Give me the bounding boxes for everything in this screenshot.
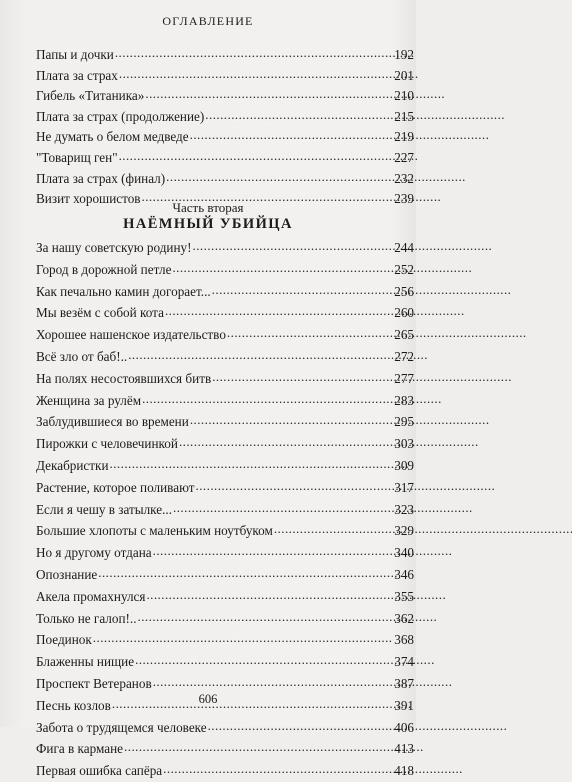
toc-entry-page: 391 <box>394 697 414 713</box>
toc-entry-title: Растение, которое поливают <box>36 479 195 495</box>
toc-row <box>36 651 414 673</box>
dot-leader <box>208 718 394 731</box>
toc-entry-title: Женщина за рулём <box>36 392 142 408</box>
toc-entry-title: Гибель «Титаника» <box>36 88 145 104</box>
toc-entry-page: 192 <box>394 47 414 62</box>
running-head: ОГЛАВЛЕНИЕ <box>162 14 254 28</box>
toc-entry-title: Пирожки с человечинкой <box>36 436 178 452</box>
toc-entry-page: 406 <box>394 719 414 735</box>
toc-row <box>36 324 414 346</box>
toc-row <box>36 411 414 433</box>
toc-row <box>36 107 414 128</box>
toc-entry-page: 309 <box>394 457 414 473</box>
toc-row <box>36 86 414 107</box>
toc-entry-title: Не думать о белом медведе <box>36 129 189 145</box>
toc-entry-page: 244 <box>394 240 414 255</box>
dot-leader <box>165 304 393 317</box>
dot-leader <box>135 653 393 666</box>
toc-entry-title: Плата за страх (продолжение) <box>36 108 205 124</box>
dot-leader <box>153 544 394 557</box>
toc-entry-page: 329 <box>394 523 414 539</box>
toc-entry-title: Как печально камин догорает... <box>36 283 211 299</box>
toc-entry-page: 317 <box>394 479 414 495</box>
dot-leader <box>196 479 394 492</box>
toc-row <box>36 608 414 630</box>
toc-entry-page: 252 <box>394 261 414 277</box>
toc-row <box>36 368 414 390</box>
toc-row <box>36 127 414 148</box>
toc-entry-page: 303 <box>394 436 414 452</box>
toc-row <box>36 346 414 368</box>
dot-leader <box>179 435 393 448</box>
toc-entry-page: 201 <box>394 67 414 83</box>
toc-entry-page: 418 <box>394 763 414 779</box>
dot-leader <box>142 391 393 404</box>
toc-entry-page: 256 <box>394 283 414 299</box>
toc-entry-title: За нашу советскую родину! <box>36 240 192 255</box>
dot-leader <box>190 413 393 426</box>
dot-leader <box>212 370 393 383</box>
toc-entry-title: Забота о трудящемся человеке <box>36 719 207 735</box>
toc-entry-title: Поединок <box>36 632 92 648</box>
page-number: 606 <box>198 692 218 706</box>
toc-entry-page: 227 <box>394 149 414 165</box>
dot-leader <box>163 762 393 775</box>
toc-entry-title: Первая ошибка сапёра <box>36 763 163 779</box>
toc-entry-page: 272 <box>394 348 414 364</box>
toc-entry-page: 368 <box>394 632 414 648</box>
toc-row <box>36 738 414 760</box>
dot-leader <box>119 66 393 79</box>
toc-entry-title: Большие хлопоты с маленьким ноутбуком <box>36 523 273 539</box>
toc-row <box>36 237 414 259</box>
dot-leader <box>227 326 393 339</box>
toc-entry-page: 340 <box>394 545 414 561</box>
dot-leader <box>93 631 393 644</box>
toc-entry-title: Опознание <box>36 566 98 582</box>
toc-entry-page: 295 <box>394 414 414 430</box>
toc-entry-page: 265 <box>394 327 414 343</box>
dot-leader <box>119 149 394 162</box>
toc-entry-title: Визит хорошистов <box>36 191 141 207</box>
toc-row <box>36 586 414 608</box>
toc-entry-title: Акела промахнулся <box>36 588 146 604</box>
toc-entry-page: 413 <box>394 741 414 757</box>
toc-entry-title: Папы и дочки <box>36 47 114 62</box>
dot-leader <box>110 457 394 470</box>
dot-leader <box>172 261 393 274</box>
toc-entry-title: Плата за страх (финал) <box>36 170 166 186</box>
toc-entry-title: Фига в кармане <box>36 741 124 757</box>
toc-entry-title: Песнь козлов <box>36 697 111 713</box>
toc-row <box>36 564 414 586</box>
toc-entry-page: 346 <box>394 566 414 582</box>
toc-entry-title: Но я другому отдана <box>36 545 152 561</box>
toc-row <box>36 259 414 281</box>
toc-entry-title: Заблудившиеся во времени <box>36 414 189 430</box>
toc-entry-title: Если я чешу в затылке... <box>36 501 173 517</box>
toc-row <box>36 717 414 739</box>
toc-entry-page: 355 <box>394 588 414 604</box>
dot-leader <box>145 87 393 100</box>
dot-leader <box>98 566 393 579</box>
toc-entry-page: 277 <box>394 370 414 386</box>
toc-entry-page: 219 <box>394 129 414 145</box>
part-title: НАЁМНЫЙ УБИЙЦА <box>123 216 293 232</box>
dot-leader <box>138 609 394 622</box>
toc-entry-title: Только не галоп!.. <box>36 610 137 626</box>
dot-leader <box>153 675 394 688</box>
toc-entry-title: "Товарищ ген" <box>36 149 118 165</box>
toc-row <box>36 281 414 303</box>
toc-entry-page: 239 <box>394 191 414 207</box>
toc-row <box>36 477 414 499</box>
toc-row <box>36 760 414 782</box>
dot-leader <box>166 169 393 182</box>
toc-entry-title: Хорошее нашенское издательство <box>36 327 226 343</box>
toc-entry-page: 260 <box>394 305 414 321</box>
toc-entry-page: 283 <box>394 392 414 408</box>
dot-leader <box>193 239 394 252</box>
toc-row <box>36 499 414 521</box>
dot-leader <box>274 522 393 535</box>
toc-entry-title: Декабристки <box>36 457 109 473</box>
toc-entry-page: 232 <box>394 170 414 186</box>
toc-entry-page: 362 <box>394 610 414 626</box>
toc-entry-title: Мы везём с собой кота <box>36 305 164 321</box>
toc-row <box>36 169 414 190</box>
toc-entry-page: 374 <box>394 654 414 670</box>
toc-entry-page: 387 <box>394 675 414 691</box>
toc-entry-title: Проспект Ветеранов <box>36 675 152 691</box>
dot-leader <box>124 740 393 753</box>
toc-entry-title: На полях несостоявшихся битв <box>36 370 212 386</box>
toc-entry-title: Город в дорожной петле <box>36 261 172 277</box>
toc-entry-title: Плата за страх <box>36 67 118 83</box>
dot-leader <box>128 348 393 361</box>
toc-row <box>36 433 414 455</box>
dot-leader <box>146 588 393 601</box>
toc-entry-title: Блаженны нищие <box>36 654 135 670</box>
toc-list-top <box>36 45 414 210</box>
dot-leader <box>190 128 394 141</box>
toc-entry-page: 210 <box>394 88 414 104</box>
toc-row <box>36 45 414 66</box>
toc-row <box>36 520 414 542</box>
toc-entry-title: Всё зло от баб!.. <box>36 348 128 364</box>
toc-row <box>36 66 414 87</box>
toc-row <box>36 148 414 169</box>
dot-leader <box>212 282 394 295</box>
toc-row <box>36 542 414 564</box>
toc-row <box>36 455 414 477</box>
toc-row <box>36 390 414 412</box>
toc-row <box>36 629 414 651</box>
part-label: Часть вторая <box>172 200 244 215</box>
toc-row <box>36 302 414 324</box>
dot-leader <box>115 46 393 59</box>
toc-entry-page: 215 <box>394 108 414 124</box>
dot-leader <box>205 108 393 121</box>
toc-entry-page: 323 <box>394 501 414 517</box>
dot-leader <box>173 500 393 513</box>
